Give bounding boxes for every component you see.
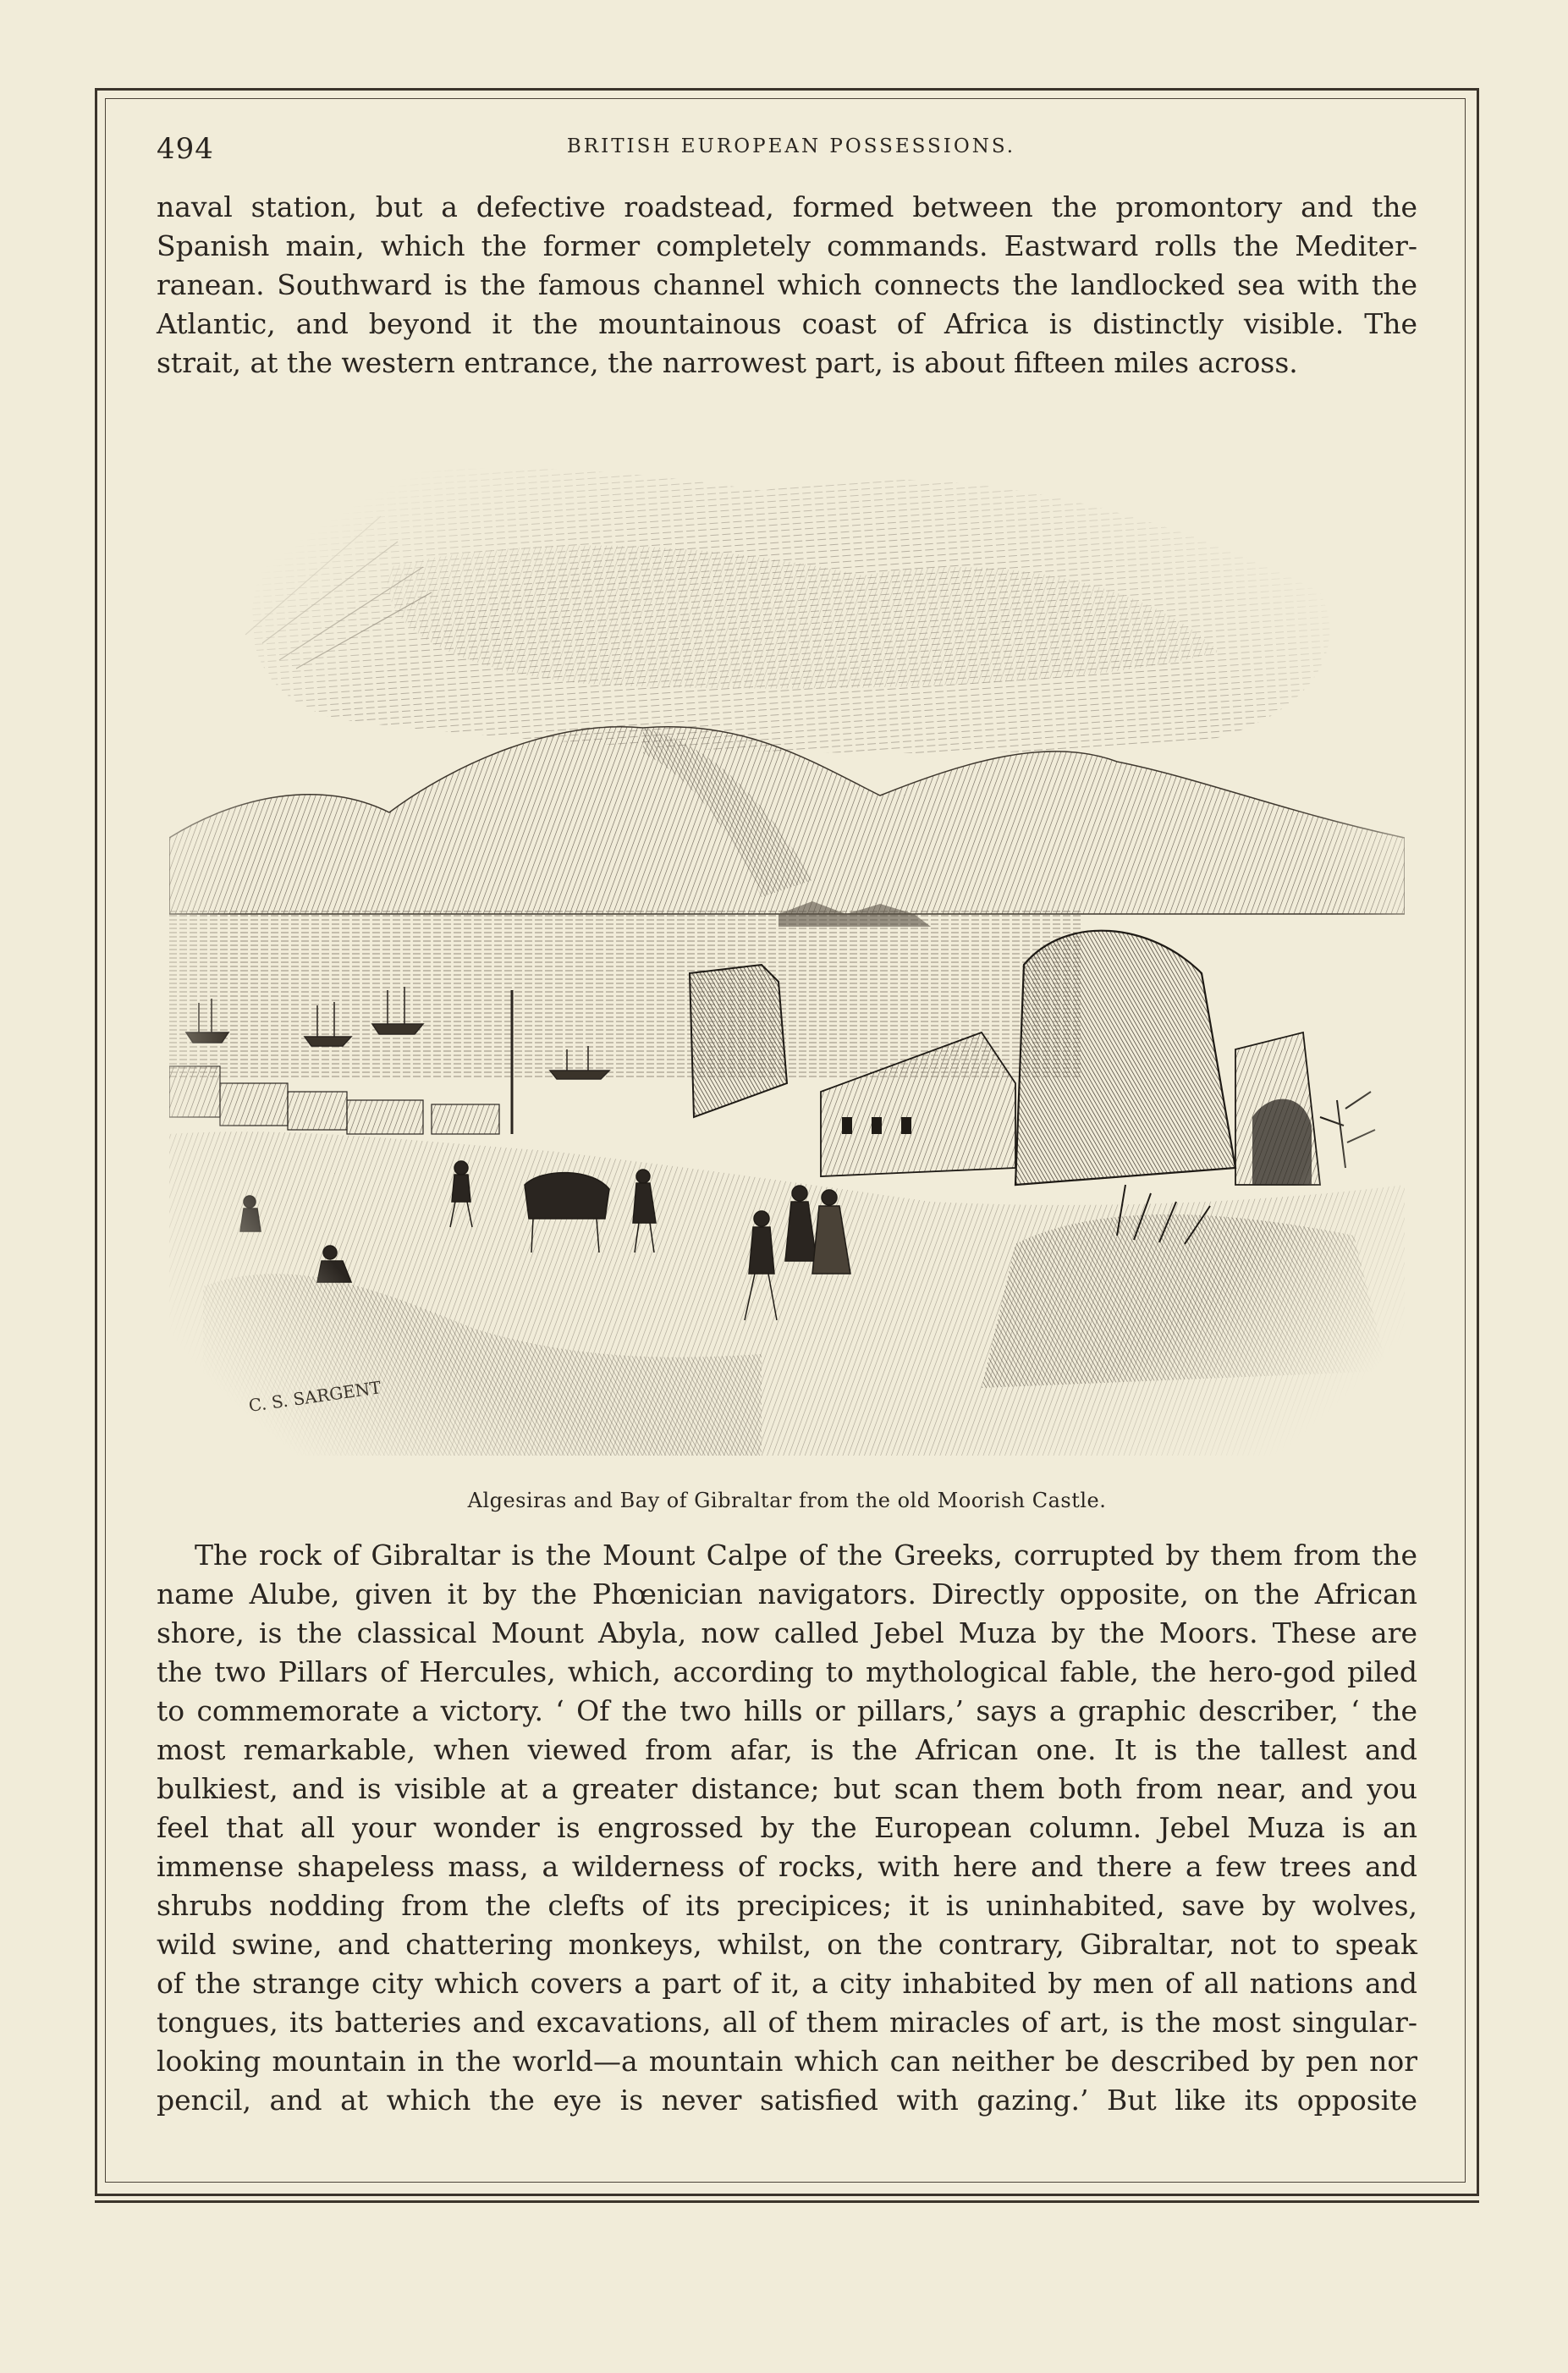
bottom-paragraph xyxy=(157,1536,1417,2120)
text-line: most remarkable, when viewed from afar, is the African one. It is the tallest and xyxy=(157,1733,1417,1766)
text-line: name Alube, given it by the Phœnician navigators. Directly opposite, on the African xyxy=(157,1577,1417,1610)
bottom-rule xyxy=(95,2200,1479,2203)
text-line: to commemorate a victory. ‘ Of the two hills or pillars,’ says a graphic describer, ‘ the xyxy=(157,1694,1417,1727)
text-line: bulkiest, and is visible at a greater distance; but scan them both from near, and you xyxy=(157,1772,1417,1805)
top-paragraph xyxy=(157,188,1417,383)
text-line: The rock of Gibraltar is the Mount Calpe of the Greeks, corrupted by them from the xyxy=(195,1539,1417,1572)
text-line: feel that all your wonder is engrossed by the European column. Jebel Muza is an xyxy=(157,1811,1417,1844)
text-line: shrubs nodding from the clefts of its precipices; it is uninhabited, save by wolves, xyxy=(157,1889,1417,1922)
text-line: pencil, and at which the eye is never satisfied with gazing.’ But like its opposite xyxy=(157,2084,1417,2117)
text-line: ranean. Southward is the famous channel which connects the landlocked sea with the xyxy=(157,268,1417,301)
engraver-signature: C. S. SARGENT xyxy=(247,1377,382,1416)
page-number: 494 xyxy=(157,132,214,166)
engraving-illustration xyxy=(169,440,1405,1456)
text-line: tongues, its batteries and excavations, all of them miracles of art, is the most singular- xyxy=(157,2006,1417,2039)
text-line: immense shapeless mass, a wilderness of rocks, with here and there a few trees and xyxy=(157,1850,1417,1883)
text-line: shore, is the classical Mount Abyla, now called Jebel Muza by the Moors. These are xyxy=(157,1616,1417,1649)
text-line: looking mountain in the world—a mountain which can neither be described by pen nor xyxy=(157,2045,1417,2078)
text-line: Atlantic, and beyond it the mountainous coast of Africa is distinctly visible. The xyxy=(157,307,1417,340)
text-line: naval station, but a defective roadstead, formed between the promontory and the xyxy=(157,190,1417,223)
text-line: Spanish main, which the former completely commands. Eastward rolls the Mediter- xyxy=(157,229,1417,262)
illustration-caption: Algesiras and Bay of Gibraltar from the old Moorish Castle. xyxy=(467,1489,1107,1512)
running-head xyxy=(157,132,1426,166)
text-line: wild swine, and chattering monkeys, whilst, on the contrary, Gibraltar, not to speak xyxy=(157,1928,1417,1961)
text-line: of the strange city which covers a part of it, a city inhabited by men of all nations and xyxy=(157,1967,1417,2000)
text-line: strait, at the western entrance, the narrowest part, is about fifteen miles across. xyxy=(157,346,1298,379)
text-line: the two Pillars of Hercules, which, according to mythological fable, the hero-god piled xyxy=(157,1655,1417,1688)
running-head-title: BRITISH EUROPEAN POSSESSIONS. xyxy=(566,135,1016,157)
